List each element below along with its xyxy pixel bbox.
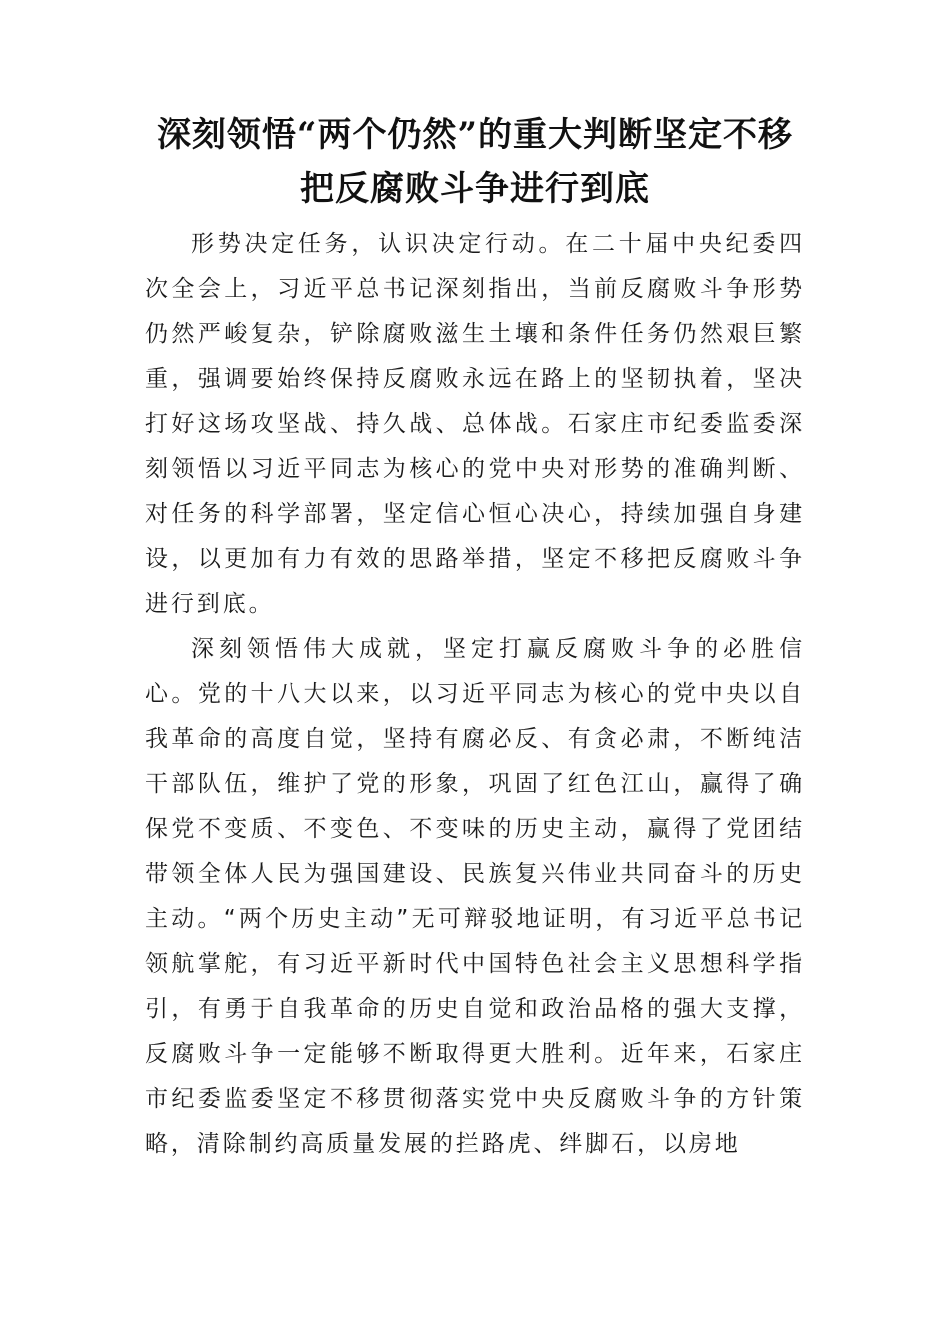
document-body — [145, 222, 805, 1167]
paragraph: 形势决定任务，认识决定行动。在二十届中央纪委四次全会上，习近平总书记深刻指出，当前反腐败斗争形势仍然严峻复杂，铲除腐败滋生土壤和条件任务仍然艰巨繁重，强调要始终保持反腐败永远在路上的坚韧执着，坚决打好这场攻坚战、持久战、总体战。石家庄市纪委监委深刻领悟以习近平同志为核心的党中央对形势的准确判断、对任务的科学部署，坚定信心恒心决心，持续加强自身建设，以更加有力有效的思路举措，坚定不移把反腐败斗争进行到底。 — [145, 231, 805, 617]
paragraph: 深刻领悟伟大成就，坚定打赢反腐败斗争的必胜信心。党的十八大以来，以习近平同志为核心的党中央以自我革命的高度自觉，坚持有腐必反、有贪必肃，不断纯洁干部队伍，维护了党的形象，巩固了红色江山，赢得了确保党不变质、不变色、不变味的历史主动，赢得了党团结带领全体人民为强国建设、民族复兴伟业共同奋斗的历史主动。“两个历史主动”无可辩驳地证明，有习近平总书记领航掌舵，有习近平新时代中国特色社会主义思想科学指引，有勇于自我革命的历史自觉和政治品格的强大支撑，反腐败斗争一定能够不断取得更大胜利。近年来，石家庄市纪委监委坚定不移贯彻落实党中央反腐败斗争的方针策略，清除制约高质量发展的拦路虎、绊脚石，以房地 — [145, 636, 805, 1157]
document-title: 深刻领悟“两个仍然”的重大判断坚定不移把反腐败斗争进行到底 — [156, 115, 794, 209]
